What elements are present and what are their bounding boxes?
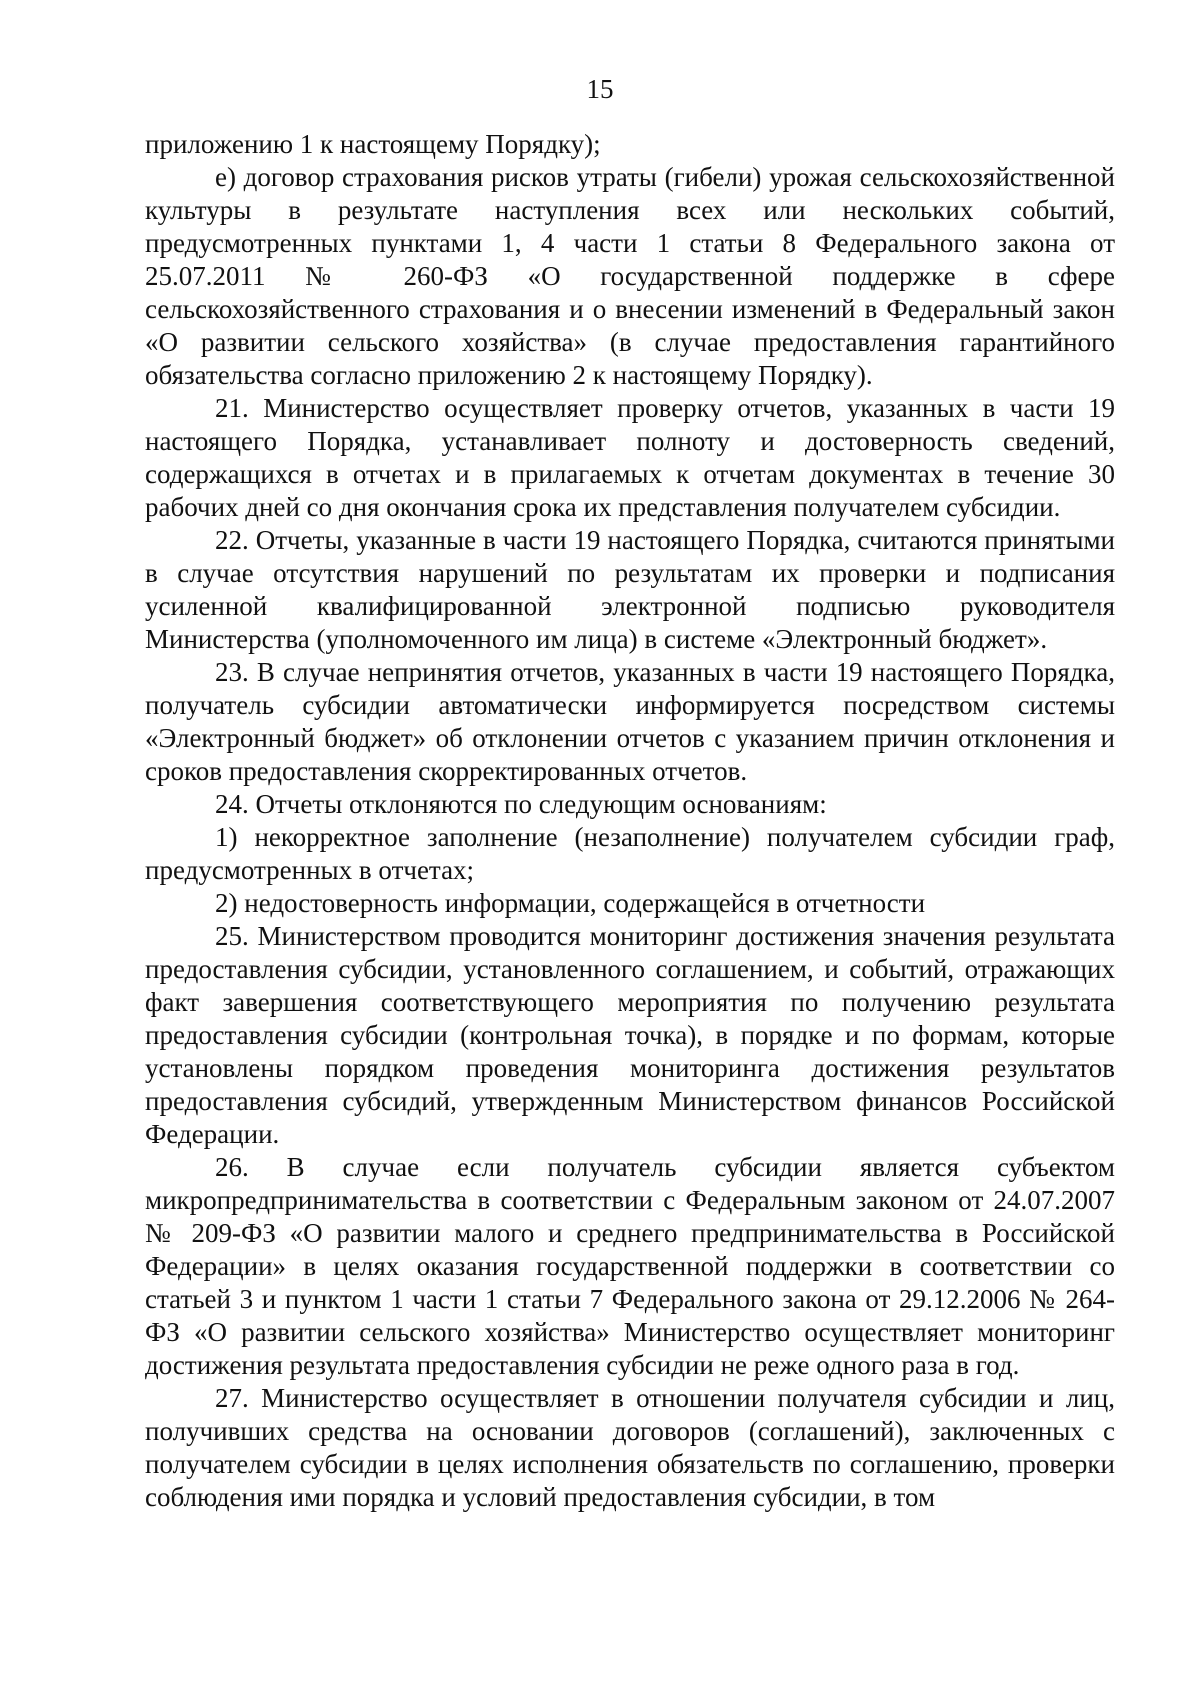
paragraph-22: 22. Отчеты, указанные в части 19 настоящего Порядка, считаются принятыми в случае отсутствия нарушений по результатам их проверки и подписания усиленной квалифицированной электронной подписью руководителя Министерства (уполномоченного им лица) в системе «Электронный бюджет». (145, 525, 1115, 654)
page-number: 15 (586, 74, 614, 104)
paragraph-21: 21. Министерство осуществляет проверку отчетов, указанных в части 19 настоящего Порядка, устанавливает полноту и достоверность сведений, содержащихся в отчетах и в прилагаемых к отчетам документах в течение 30 рабочих дней со дня окончания срока их представления получателем субсидии. (145, 393, 1115, 522)
paragraph-25: 25. Министерством проводится мониторинг достижения значения результата предоставления субсидии, установленного соглашением, и событий, отражающих факт завершения соответствующего мероприятия по получению результата предоставления субсидии (контрольная точка), в порядке и по формам, которые установлены порядком проведения мониторинга достижения результатов предоставления субсидий, утвержденным Министерством финансов Российской Федерации. (145, 921, 1115, 1149)
paragraph-continuation: приложению 1 к настоящему Порядку); (145, 129, 601, 159)
paragraph-26: 26. В случае если получатель субсидии является субъектом микропредпринимательства в соответствии с Федеральным законом от 24.07.2007 № 209-ФЗ «О развитии малого и среднего предпринимательства в Российской Федерации» в целях оказания государственной поддержки в соответствии со статьей 3 и пунктом 1 части 1 статьи 7 Федерального закона от 29.12.2006 № 264-ФЗ «О развитии сельского хозяйства» Министерство осуществляет мониторинг достижения результата предоставления субсидии не реже одного раза в год. (145, 1152, 1115, 1380)
paragraph-23: 23. В случае непринятия отчетов, указанных в части 19 настоящего Порядка, получатель субсидии автоматически информируется посредством системы «Электронный бюджет» об отклонении отчетов с указанием причин отклонения и сроков предоставления скорректированных отчетов. (145, 657, 1115, 786)
paragraph-24: 24. Отчеты отклоняются по следующим основаниям: (215, 789, 827, 819)
paragraph-item-e: е) договор страхования рисков утраты (гибели) урожая сельскохозяйственной культуры в результате наступления всех или нескольких событий, предусмотренных пунктами 1, 4 части 1 статьи 8 Федерального закона от 25.07.2011 № 260-ФЗ «О государственной поддержке в сфере сельскохозяйственного страхования и о внесении изменений в Федеральный закон «О развитии сельского хозяйства» (в случае предоставления гарантийного обязательства согласно приложению 2 к настоящему Порядку). (145, 162, 1115, 390)
document-body (145, 128, 1115, 1514)
paragraph-24-item-1: 1) некорректное заполнение (незаполнение) получателем субсидии граф, предусмотренных в отчетах; (145, 822, 1115, 885)
paragraph-27: 27. Министерство осуществляет в отношении получателя субсидии и лиц, получивших средства на основании договоров (соглашений), заключенных с получателем субсидии в целях исполнения обязательств по соглашению, проверки соблюдения ими порядка и условий предоставления субсидии, в том (145, 1383, 1115, 1512)
paragraph-24-item-2: 2) недостоверность информации, содержащейся в отчетности (215, 888, 926, 918)
